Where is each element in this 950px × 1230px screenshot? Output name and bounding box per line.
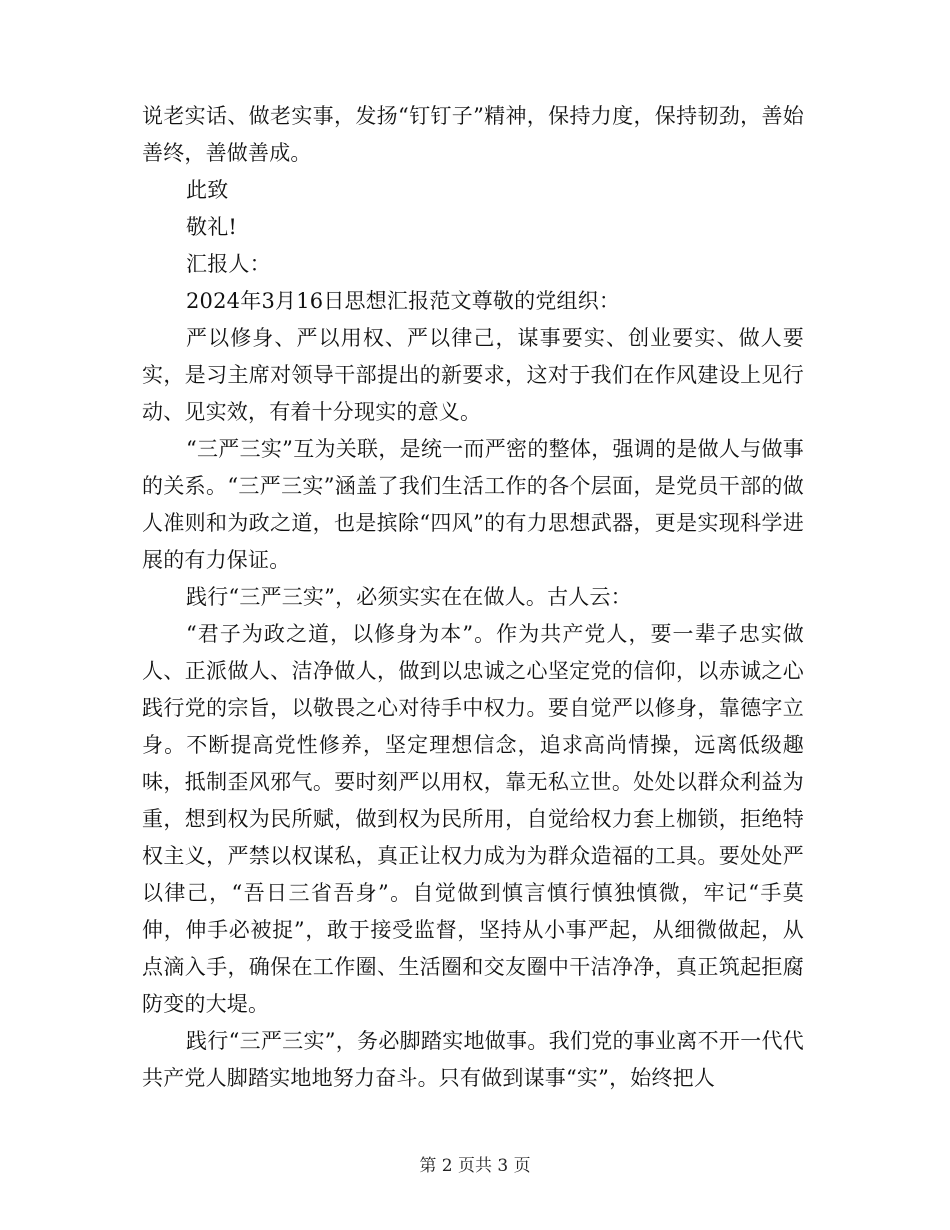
document-body	[142, 98, 804, 1097]
paragraph-requirements: 严以修身、严以用权、严以律己，谋事要实、创业要实、做人要实，是习主席对领导干部提出的新要求，这对于我们在作风建设上见行动、见实效，有着十分现实的意义。	[142, 326, 804, 424]
reporter-line: 汇报人：	[186, 252, 271, 276]
paragraph-self-cultivation: “君子为政之道，以修身为本”。作为共产党人，要一辈子忠实做人、正派做人、洁净做人，做到以忠诚之心坚定党的信仰，以赤诚之心践行党的宗旨，以敬畏之心对待手中权力。要自觉严以修身，靠德字立身。不断提高党性修养，坚定理想信念，追求高尚情操，远离低级趣味，抵制歪风邪气。要时刻严以用权，靠无私立世。处处以群众利益为重，想到权为民所赋，做到权为民所用，自觉给权力套上枷锁，拒绝特权主义，严禁以权谋私，真正让权力成为为群众造福的工具。要处处严以律己，“吾日三省吾身”。自觉做到慎言慎行慎独慎微，牢记“手莫伸，伸手必被捉”，敢于接受监督，坚持从小事严起，从细微做起，从点滴入手，确保在工作圈、生活圈和交友圈中干洁净净，真正筑起拒腐防变的大堤。	[142, 622, 804, 1016]
paragraph-continuation: 说老实话、做老实事，发扬“钉钉子”精神，保持力度，保持韧劲，善始善终，善做善成。	[142, 104, 804, 165]
closing-salutation: 此致	[186, 178, 229, 202]
date-and-title-line: 2024年3月16日思想汇报范文尊敬的党组织：	[186, 289, 621, 313]
paragraph-relationship: “三严三实”互为关联，是统一而严密的整体，强调的是做人与做事的关系。“三严三实”涵盖了我们生活工作的各个层面，是党员干部的做人准则和为政之道，也是摈除“四风”的有力思想武器，更是实现科学进展的有力保证。	[142, 437, 804, 572]
closing-regards: 敬礼!	[186, 215, 238, 239]
paragraph-be-honest: 践行“三严三实”，必须实实在在做人。古人云：	[186, 585, 632, 609]
page-number: 第 2 页共 3 页	[419, 1156, 531, 1176]
paragraph-down-to-earth: 践行“三严三实”，务必脚踏实地做事。我们党的事业离不开一代代共产党人脚踏实地地努力奋斗。只有做到谋事“实”，始终把人	[142, 1029, 804, 1090]
